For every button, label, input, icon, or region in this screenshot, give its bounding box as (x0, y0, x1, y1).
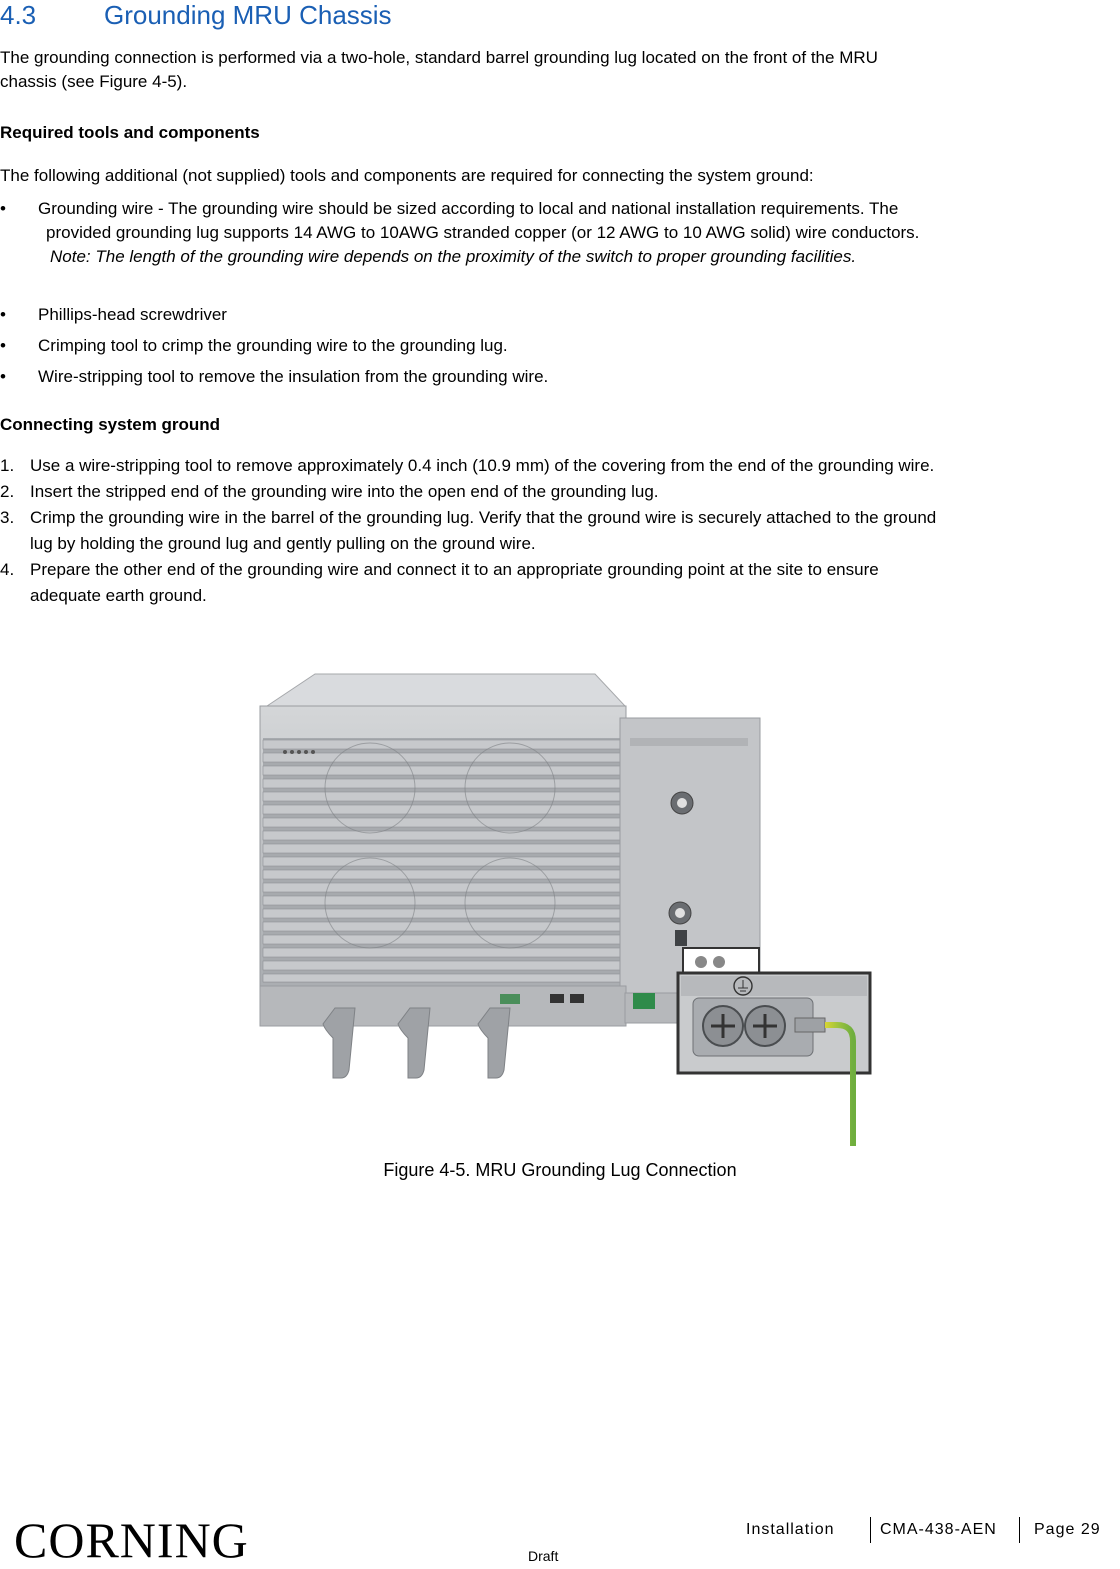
step-number: 1. (0, 456, 15, 475)
list-item-text: Phillips-head screwdriver (38, 305, 227, 324)
figure-caption: Figure 4-5. MRU Grounding Lug Connection (383, 1160, 737, 1180)
intro-line-2: chassis (see Figure 4-5). (0, 72, 188, 91)
section-heading (0, 0, 392, 31)
footer-divider (1019, 1517, 1020, 1543)
draft-label: Draft (528, 1548, 559, 1564)
section-number: 4.3 (0, 0, 37, 30)
connecting-heading: Connecting system ground (0, 415, 221, 434)
bullet-icon: • (0, 199, 6, 218)
step-text: Crimp the grounding wire in the barrel of the grounding lug. Verify that the ground wire is securely attached to the ground (30, 508, 937, 527)
step-number: 3. (0, 508, 15, 527)
fan-grille (263, 738, 623, 983)
step-text: Insert the stripped end of the grounding wire into the open end of the grounding lug. (30, 482, 659, 501)
footer-page: Page 29 (1034, 1521, 1101, 1538)
cable-guides (323, 1008, 510, 1078)
step-text-continued: adequate earth ground. (30, 586, 207, 605)
note-text: Note: The length of the grounding wire depends on the proximity of the switch to proper grounding facilities. (50, 247, 857, 266)
list-item-text: Grounding wire - The grounding wire should be sized according to local and national installation requirements. The (38, 199, 899, 218)
bullet-icon: • (0, 367, 6, 386)
corning-logo: CORNING (14, 1512, 249, 1568)
intro-line-1: The grounding connection is performed via a two-hole, standard barrel grounding lug located on the front of the MRU (0, 48, 878, 67)
footer-doc-id: CMA-438-AEN (880, 1521, 997, 1538)
bullet-icon: • (0, 305, 6, 324)
footer-section: Installation (746, 1521, 835, 1538)
list-item-text: Crimping tool to crimp the grounding wire to the grounding lug. (38, 336, 508, 355)
required-heading: Required tools and components (0, 123, 260, 142)
list-item-text-continued: provided grounding lug supports 14 AWG to 10AWG stranded copper (or 12 AWG to 10 AWG solid) wire conductors. (46, 223, 920, 242)
required-lead: The following additional (not supplied) tools and components are required for connecting the system ground: (0, 166, 814, 185)
bullet-icon: • (0, 336, 6, 355)
step-number: 2. (0, 482, 15, 501)
step-number: 4. (0, 560, 15, 579)
mru-chassis-figure (255, 668, 880, 1148)
list-item-text: Wire-stripping tool to remove the insulation from the grounding wire. (38, 367, 549, 386)
step-text: Use a wire-stripping tool to remove approximately 0.4 inch (10.9 mm) of the covering from the end of the grounding wire. (30, 456, 935, 475)
mru-chassis-illustration (255, 668, 880, 1148)
footer-divider (870, 1517, 871, 1543)
step-text: Prepare the other end of the grounding wire and connect it to an appropriate grounding point at the site to ensure (30, 560, 879, 579)
step-text-continued: lug by holding the ground lug and gently pulling on the ground wire. (30, 534, 536, 553)
section-title: Grounding MRU Chassis (104, 0, 392, 30)
